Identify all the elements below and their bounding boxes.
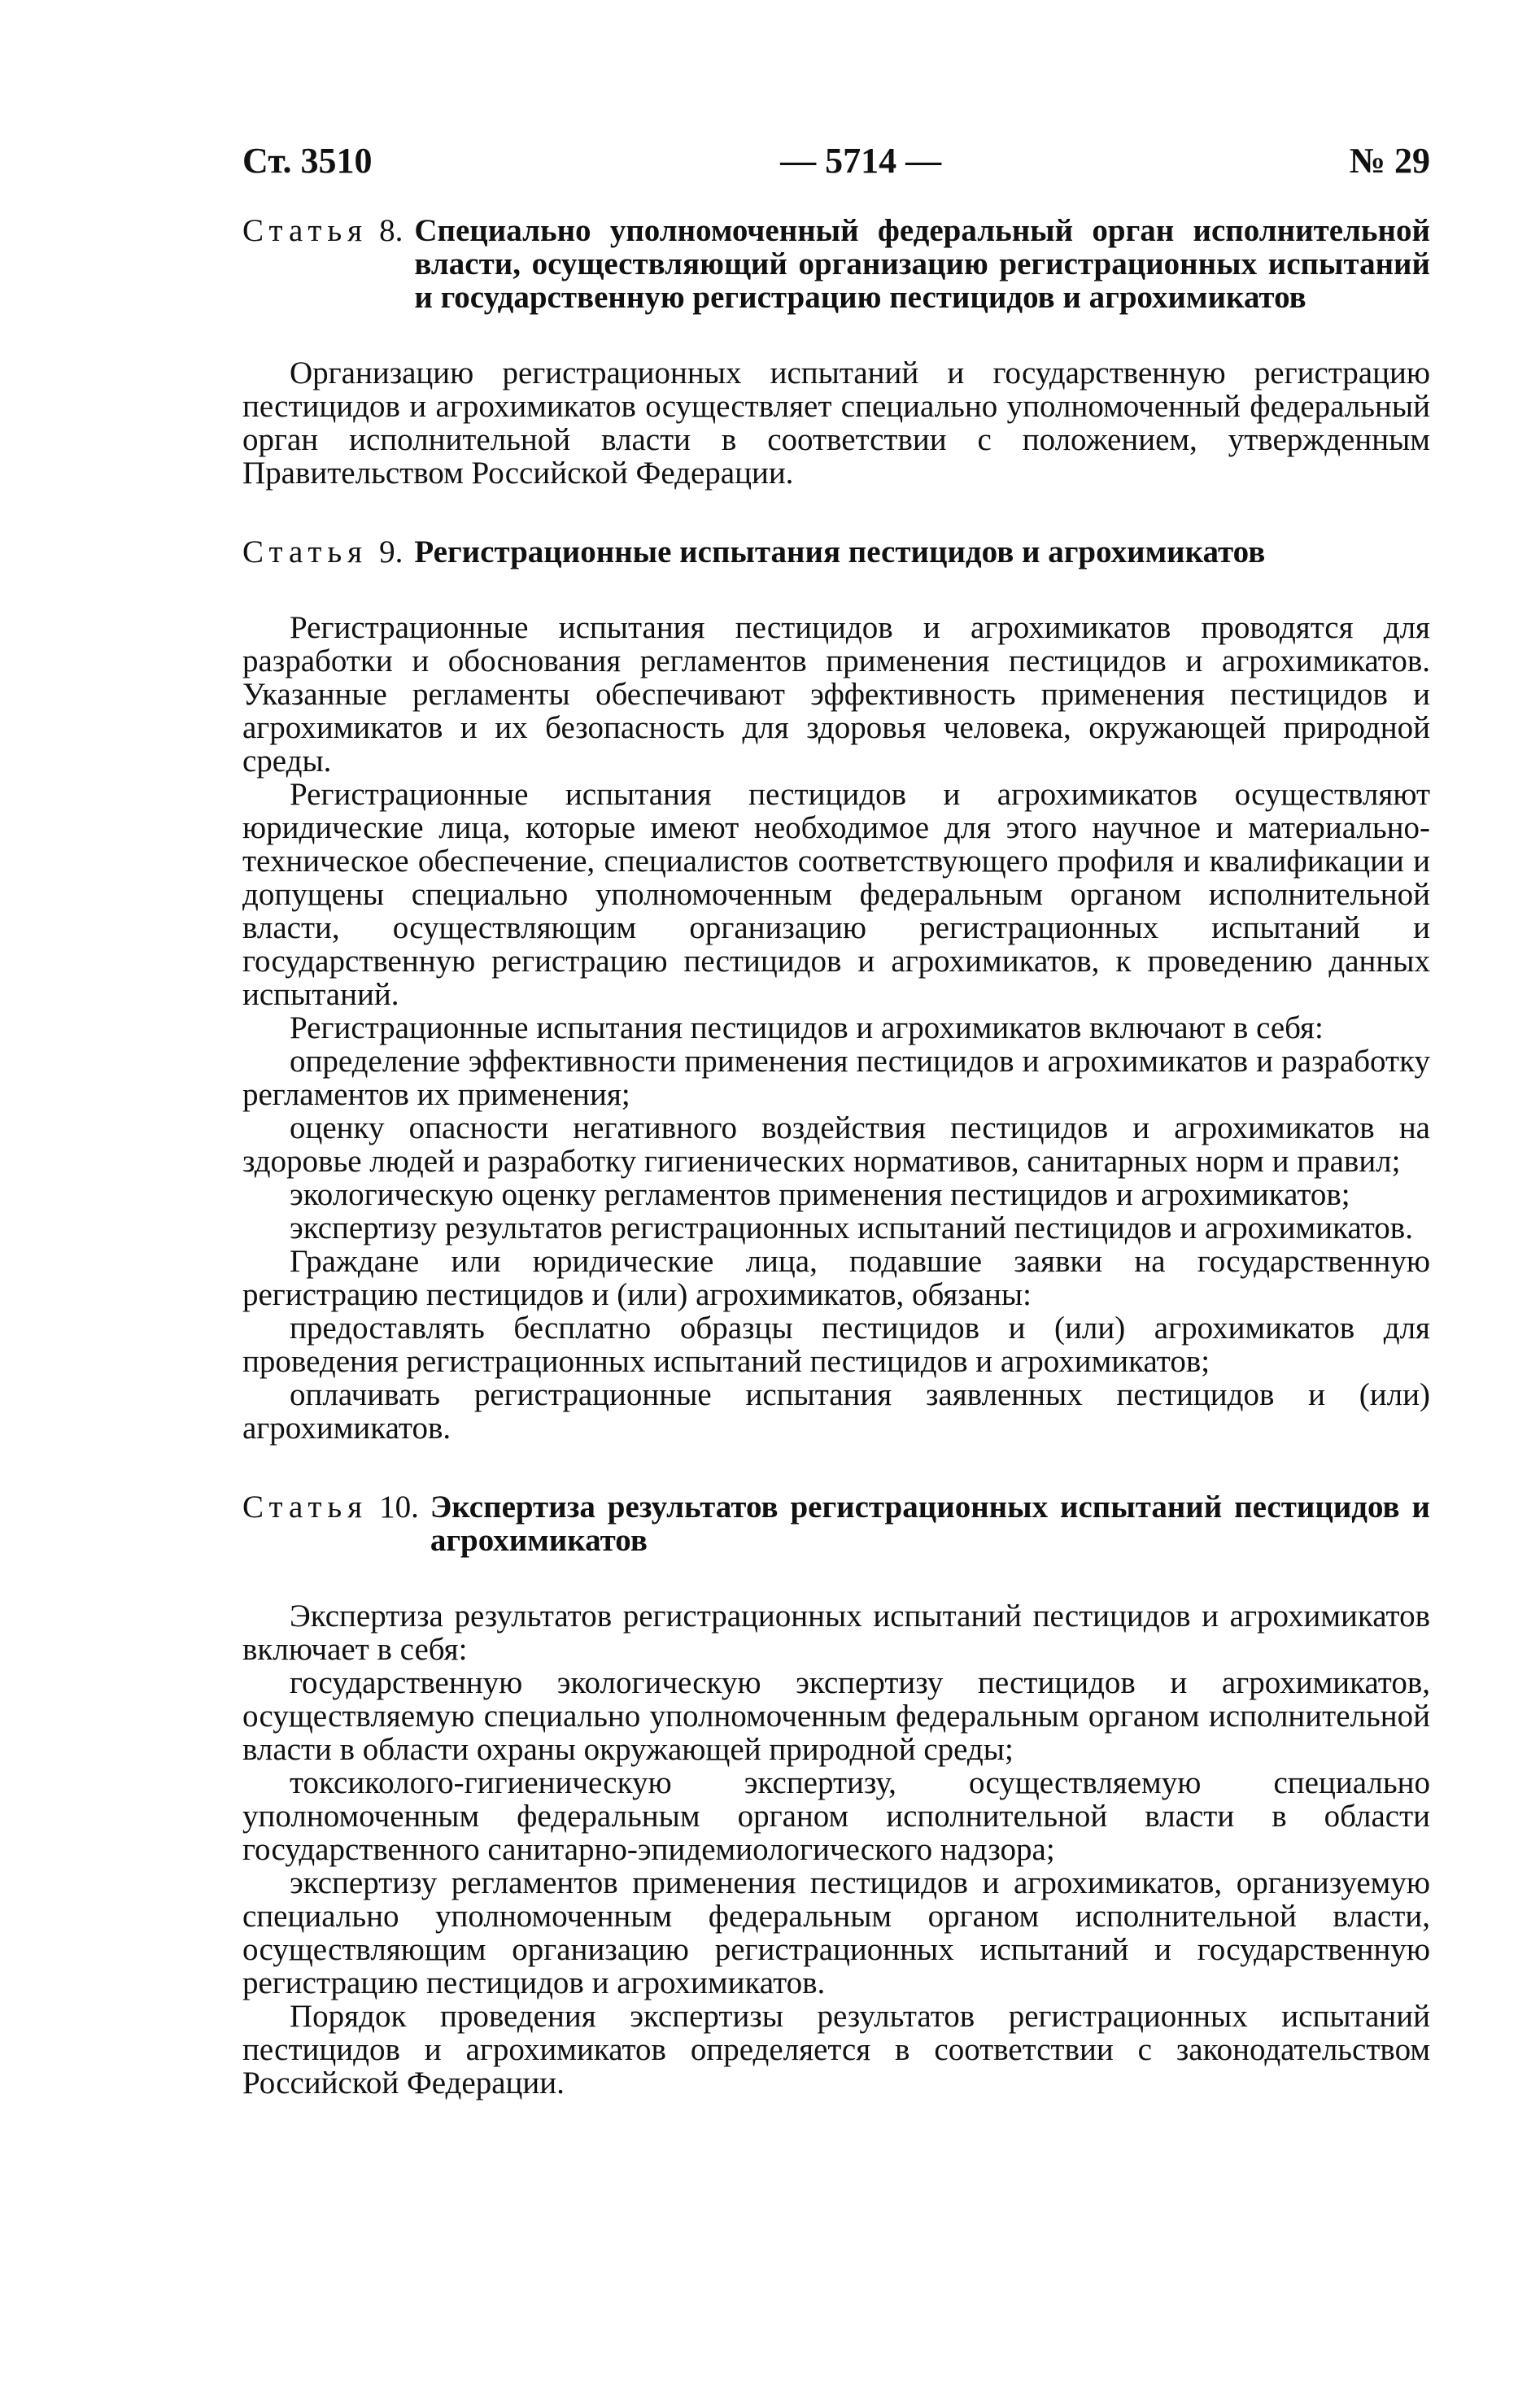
paragraph: Экспертиза результатов регистрационных испытаний пестицидов и агрохимикатов включает в себя: [242,1599,1430,1667]
article-10 [242,1490,1430,2100]
paragraph: Регистрационные испытания пестицидов и агрохимикатов осуществляют юридические лица, которые имеют необходимое для этого научное и материально-техническое обеспечение, специалистов соответствующего профиля и квалификации и допущены специально уполномоченным федеральным органом исполнительной власти, осуществляющим организацию регистрационных испытаний и государственную регистрацию пестицидов и агрохимикатов, к проведению данных испытаний. [242,777,1430,1012]
paragraph: токсиколого-гигиеническую экспертизу, осуществляемую специально уполномоченным федеральным органом исполнительной власти в области государственного санитарно-эпидемиологического надзора; [242,1765,1430,1867]
running-header [242,140,1430,181]
article-label: Статья [242,1490,369,1525]
paragraph: Порядок проведения экспертизы результатов регистрационных испытаний пестицидов и агрохимикатов определяется в соответствии с законодательством Российской Федерации. [242,1999,1430,2100]
article-heading [242,214,1430,314]
article-reference: Ст. 3510 [242,141,373,181]
article-body [242,1599,1430,2100]
paragraph: экологическую оценку регламентов применения пестицидов и агрохимикатов; [290,1177,1350,1212]
article-number: 8. [379,213,403,248]
paragraph: экспертизу регламентов применения пестицидов и агрохимикатов, организуемую специально уполномоченным федеральным органом исполнительной власти, осуществляющим организацию регистрационных испытаний и государственную регистрацию пестицидов и агрохимикатов. [242,1865,1430,2000]
paragraph: Регистрационные испытания пестицидов и агрохимикатов проводятся для разработки и обоснования регламентов применения пестицидов и агрохимикатов. Указанные регламенты обеспечивают эффективность применения пестицидов и агрохимикатов и их безопасность для здоровья человека, окружающей природной среды. [242,610,1430,779]
article-body [242,356,1430,490]
article-title: Экспертиза результатов регистрационных испытаний пестицидов и агрохимикатов [430,1490,1430,1558]
article-8 [242,214,1430,490]
paragraph: Граждане или юридические лица, подавшие заявки на государственную регистрацию пестицидов и (или) агрохимикатов, обязаны: [242,1244,1430,1312]
paragraph: оценку опасности негативного воздействия пестицидов и агрохимикатов на здоровье людей и разработку гигиенических нормативов, санитарных норм и правил; [242,1110,1430,1179]
paragraph: оплачивать регистрационные испытания заявленных пестицидов и (или) агрохимикатов. [242,1377,1430,1446]
article-label: Статья [242,534,369,569]
article-number: 9. [379,534,403,569]
issue-number: № 29 [1349,141,1430,181]
paragraph: Организацию регистрационных испытаний и государственную регистрацию пестицидов и агрохимикатов осуществляет специально уполномоченный федеральный орган исполнительной власти в соответствии с положением, утвержденным Правительством Российской Федерации. [242,356,1430,491]
article-number: 10. [379,1490,419,1525]
paragraph: экспертизу результатов регистрационных испытаний пестицидов и агрохимикатов. [290,1211,1413,1245]
article-title: Регистрационные испытания пестицидов и агрохимикатов [414,534,1266,569]
article-label: Статья [242,213,369,248]
article-body [242,611,1430,1445]
article-heading [242,535,1430,569]
paragraph: Регистрационные испытания пестицидов и агрохимикатов включают в себя: [290,1010,1324,1045]
page-number: — 5714 — [780,141,942,181]
article-title: Специально уполномоченный федеральный орган исполнительной власти, осуществляющий организацию регистрационных испытаний и государственную регистрацию пестицидов и агрохимикатов [414,213,1430,315]
paragraph: определение эффективности применения пестицидов и агрохимикатов и разработку регламентов их применения; [242,1044,1430,1112]
article-heading [242,1490,1430,1557]
document-page [242,140,1430,2145]
paragraph: государственную экологическую экспертизу пестицидов и агрохимикатов, осуществляемую специально уполномоченным федеральным органом исполнительной власти в области охраны окружающей природной среды; [242,1665,1430,1767]
article-9 [242,535,1430,1445]
paragraph: предоставлять бесплатно образцы пестицидов и (или) агрохимикатов для проведения регистрационных испытаний пестицидов и агрохимикатов; [242,1311,1430,1379]
